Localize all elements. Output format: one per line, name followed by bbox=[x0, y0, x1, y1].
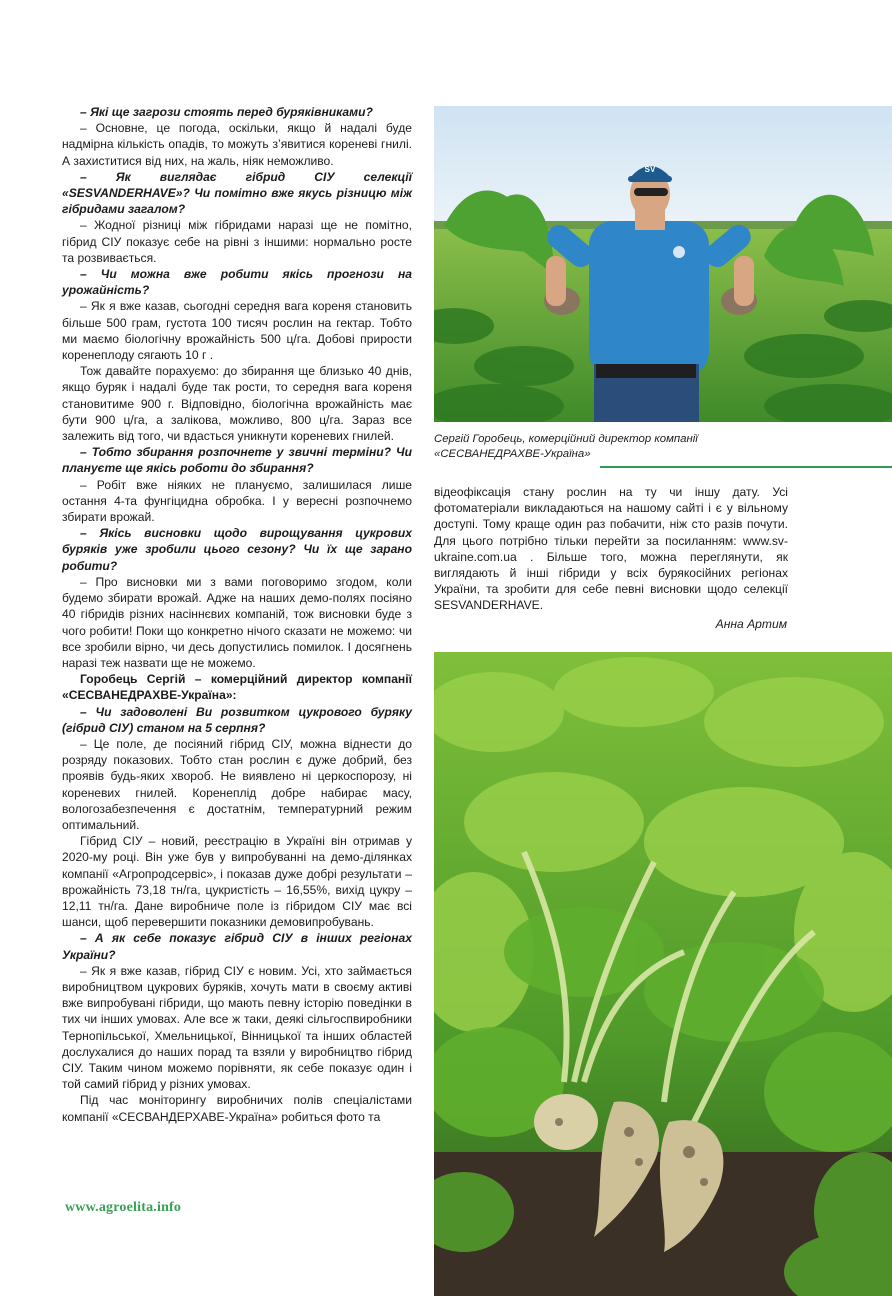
interview-answer: – Робіт вже ніяких не плануємо, залишилася лише остання 4-та фунгіцидна обробка. І у вересні розпочнемо збирати врожай. bbox=[62, 477, 412, 525]
interview-question: – Як виглядає гібрид СІУ селекції «SESVANDERHAVE»? Чи помітно вже якусь різницю між гібридами загалом? bbox=[62, 169, 412, 217]
interview-answer: – Жодної різниці між гібридами наразі ще не помітно, гібрид СІУ показує себе на рівні з іншими: нормально росте та розвивається. bbox=[62, 218, 412, 265]
interview-answer: – Основне, це погода, оскільки, якщо й надалі буде надмірна кількість опадів, то можуть з’явитися кореневі гнилі. А захиститися від них, на жаль, ніяк неможливо. bbox=[62, 121, 412, 168]
interview-answer: Під час моніторингу виробничих полів спеціалістами компанії «СЕСВАНДЕРХАВЕ-Україна» робиться фото та bbox=[62, 1093, 412, 1124]
cap-logo-text: SV bbox=[644, 165, 656, 174]
interview-answer: Гібрид СІУ – новий, реєстрацію в Україні він отримав у 2020-му році. Він уже був у випробуванні на демо-ділянках компанії «Агропродсервіс», і показав дуже добрі результати – врожайність 73,18 тн/га, цукристість – 16,55%, вихід цукру – 12,11 тн/га. Дане виробниче поле із гібридом СІУ має всі шанси, щоб перевершити показники демовипробувань. bbox=[62, 834, 412, 930]
sugar-beet-plants-image bbox=[434, 652, 892, 1296]
beet-closeup-photo bbox=[434, 652, 892, 1296]
interview-question: – Чи можна вже робити якісь прогнози на урожайність? bbox=[62, 267, 412, 298]
interview-answer: – Про висновки ми з вами поговоримо згодом, коли будемо збирати врожай. Адже на наших демо-полях посіяно 40 гібридів різних насіннєвих компаній, тож висновки буде з чого робити! Поки що конкретно нічого сказати не можемо: чи все зробили вірно, чи десь допустились помилок. І досягнень наразі теж назвати ще не можемо. bbox=[62, 574, 412, 670]
interview-question: – Тобто збирання розпочнете у звичні терміни? Чи плануєте ще якісь роботи до збирання? bbox=[62, 445, 412, 476]
photo-caption: Сергій Горобець, комерційний директор компанії «СЕСВАНЕДРАХВЕ-Україна» bbox=[434, 433, 698, 460]
interview-answer: – Як я вже казав, сьогодні середня вага кореня становить більше 500 грам, густота 100 тисяч рослин на гектар. Тобто ми маємо біологічну врожайність 500 ц/га. Добові прирости коренеплоду сягають 10 г . bbox=[62, 299, 412, 363]
portrait-photo bbox=[434, 106, 892, 422]
article-right-column bbox=[434, 484, 788, 614]
interview-question: – А як себе показує гібрид СІУ в інших регіонах України? bbox=[62, 931, 412, 962]
article-left-column bbox=[62, 104, 412, 1125]
interview-question: – Якісь висновки щодо вирощування цукрових буряків уже зробили цього сезону? Чи їх ще зарано робити? bbox=[62, 526, 412, 573]
interview-answer: – Як я вже казав, гібрид СІУ є новим. Усі, хто займається виробництвом цукрових буряків, хочуть мати в своєму активі вже випробувані гібриди, що мають певну історію поведінки в тих чи інших умовах. Але все ж таки, деякі сільгоспвиробники Тернопільської, Хмельницької, Вінницької та інших областей дослухалися до наших порад та взяли у виробництво гібрид СІУ. Таким чином можемо порівняти, як себе показує один і той самий гібрид у різних умовах. bbox=[62, 963, 412, 1092]
footer-website-url[interactable]: www.agroelita.info bbox=[65, 1200, 182, 1215]
interview-answer: Тож давайте порахуємо: до збирання ще близько 40 днів, якщо буряк і надалі буде так рости, то середня вага кореня становитиме 900 г. Відповідно, біологічна врожайність має бути 900 ц/га, а залікова, можливо, 800 ц/га. Зараз все залежить від того, чи вдасться уникнути кореневих гнилей. bbox=[62, 364, 412, 444]
author-signature: Анна Артим bbox=[715, 617, 787, 631]
interviewee-intro: Горобець Сергій – комерційний директор компанії «СЕСВАНЕДРАХВЕ-Україна»: bbox=[62, 672, 412, 703]
accent-divider bbox=[600, 466, 892, 468]
interview-question: – Чи задоволені Ви розвитком цукрового буряку (гібрид СІУ) станом на 5 серпня? bbox=[62, 704, 412, 735]
interview-question: – Які ще загрози стоять перед буряківниками? bbox=[80, 105, 373, 119]
man-in-beet-field-image bbox=[434, 106, 892, 422]
interview-answer: – Це поле, де посіяний гібрид СІУ, можна віднести до розряду показових. Тобто стан рослин є дуже добрий, без проявів будь-яких хвороб. Не виявлено ні церкоспорозу, ні кореневих гнилей. Коренеплід добре набирає масу, вологозабезпечення є достатнім, температурний режим оптимальний. bbox=[62, 736, 412, 832]
interview-answer: відеофіксація стану рослин на ту чи іншу дату. Усі фотоматеріали викладаються на нашому сайті і є у вільному доступі. Тому краще один раз побачити, ніж сто разів почути. Для цього потрібно тільки перейти за посиланням: www.sv-ukraine.com.ua . Більше того, можна переглянути, як виглядають й інші гібриди у всіх бурякосійних регіонах України, та зробити для себе певні висновки щодо селекції SESVANDERHAVE. bbox=[434, 485, 788, 613]
